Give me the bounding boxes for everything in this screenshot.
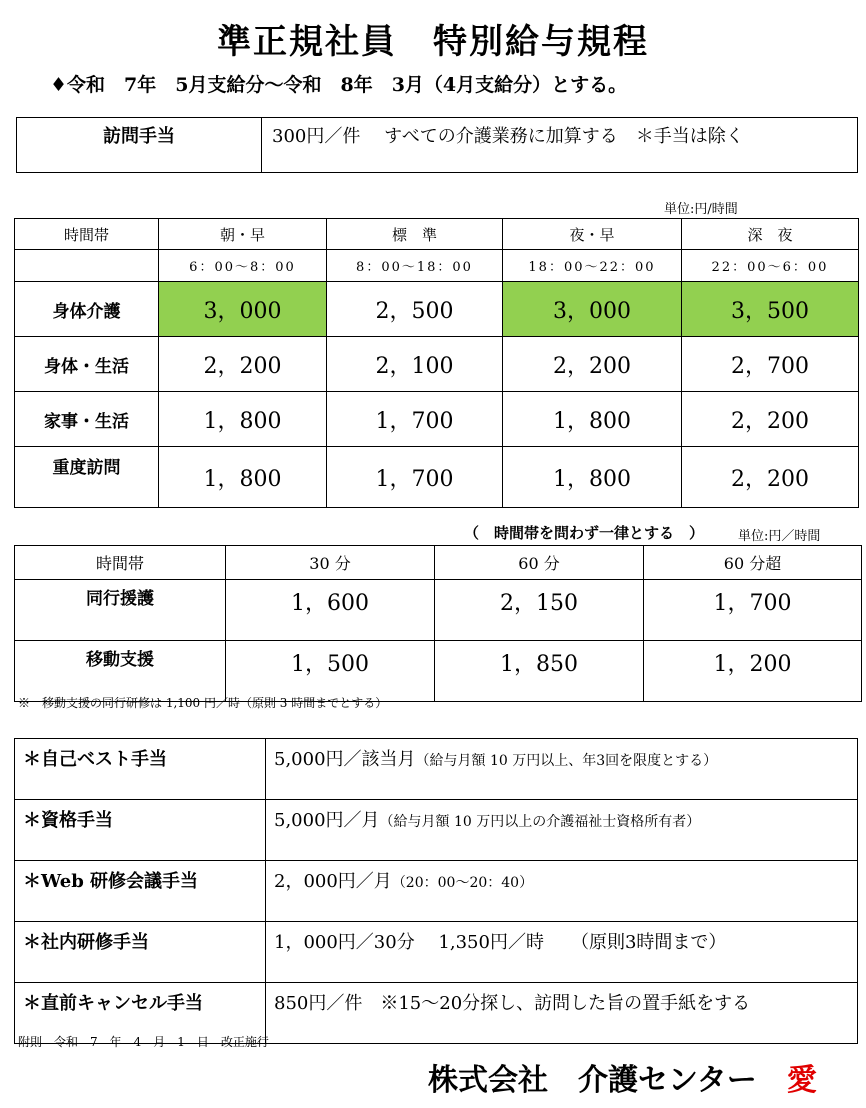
allowance-detail: （20：00～20：40） (391, 875, 534, 891)
supplementary-provision: 附則 令和 7 年 4 月 1 日 改正施行 (18, 1035, 269, 1049)
rate-cell: 1，700 (644, 580, 862, 641)
row-label: 身体介護 (15, 282, 159, 337)
column-time: 6：00～8：00 (159, 250, 327, 282)
rate-cell: 1，600 (226, 580, 435, 641)
period-subtitle: ♦令和 7年 5月支給分～令和 8年 3月（4月支給分）とする。 (50, 74, 628, 96)
allowance-value (266, 922, 858, 983)
rate-cell: 2，200 (503, 337, 682, 392)
flat-rate-table (14, 545, 862, 702)
table-row (15, 580, 862, 641)
visit-allowance-label: 訪問手当 (17, 118, 262, 173)
rate-cell: 1，700 (327, 392, 503, 447)
rate-cell: 1，500 (226, 641, 435, 702)
allowance-label: ＊Web 研修会議手当 (15, 861, 266, 922)
row-label: 同行援護 (15, 580, 226, 641)
allowance-table (14, 738, 858, 1044)
column-name: 60 分超 (644, 546, 862, 580)
company-name (428, 1055, 817, 1099)
table-row (15, 282, 859, 337)
visit-allowance-value: 300円／件 すべての介護業務に加算する ＊手当は除く (262, 118, 858, 173)
header-label: 時間帯 (15, 546, 226, 580)
table-row (15, 739, 858, 800)
column-time: 22：00～6：00 (682, 250, 859, 282)
allowance-value (266, 800, 858, 861)
rate-cell: 3，000 (503, 282, 682, 337)
rate-cell: 1，700 (327, 447, 503, 508)
rate-cell: 2，100 (327, 337, 503, 392)
company-name-text: 株式会社 介護センター (428, 1063, 757, 1098)
allowance-value (266, 739, 858, 800)
rate-cell: 2，150 (435, 580, 644, 641)
empty-cell (15, 250, 159, 282)
rate-cell: 2，500 (327, 282, 503, 337)
row-label: 重度訪問 (15, 447, 159, 508)
allowance-value (266, 861, 858, 922)
rate-cell: 3，500 (682, 282, 859, 337)
company-mark: 愛 (786, 1063, 817, 1098)
row-label: 移動支援 (15, 641, 226, 702)
page-title: 準正規社員 特別給与規程 (217, 22, 649, 62)
rate-cell: 2，700 (682, 337, 859, 392)
allowance-label: ＊自己ベスト手当 (15, 739, 266, 800)
table-row (15, 861, 858, 922)
allowance-amount: 5,000円／月 (274, 810, 380, 831)
allowance-value (266, 983, 858, 1044)
rate-cell: 1，800 (503, 447, 682, 508)
rate-cell: 2，200 (159, 337, 327, 392)
column-name: 深 夜 (682, 219, 859, 250)
allowance-detail: （給与月額 10 万円以上、年3回を限度とする） (415, 753, 718, 769)
allowance-amount: 850円／件 ※15～20分探し、訪問した旨の置手紙をする (274, 993, 751, 1014)
header-label: 時間帯 (15, 219, 159, 250)
training-note: ※ 移動支援の同行研修は 1,100 円／時（原則 3 時間までとする） (18, 696, 388, 710)
allowance-detail: （給与月額 10 万円以上の介護福祉士資格所有者） (379, 814, 701, 830)
table1-unit: 単位:円/時間 (664, 202, 738, 217)
table-row (15, 337, 859, 392)
table2-unit: 単位:円／時間 (738, 529, 821, 544)
table-row (15, 800, 858, 861)
column-name: 標 準 (327, 219, 503, 250)
allowance-label: ＊資格手当 (15, 800, 266, 861)
allowance-amount: 2，000円／月 (274, 871, 392, 892)
table-row (15, 447, 859, 508)
table-row (15, 641, 862, 702)
rate-cell: 1，800 (159, 447, 327, 508)
rate-cell: 1，800 (503, 392, 682, 447)
rate-cell: 1，850 (435, 641, 644, 702)
table-row (15, 922, 858, 983)
rate-cell: 2，200 (682, 447, 859, 508)
column-name: 朝・早 (159, 219, 327, 250)
column-time: 8：00～18：00 (327, 250, 503, 282)
visit-allowance-table (16, 117, 858, 173)
column-name: 30 分 (226, 546, 435, 580)
rate-cell: 1，800 (159, 392, 327, 447)
allowance-amount: 5,000円／該当月 (274, 749, 416, 770)
rate-cell: 2，200 (682, 392, 859, 447)
rate-cell: 3，000 (159, 282, 327, 337)
table-row (15, 392, 859, 447)
allowance-amount: 1，000円／30分 1,350円／時 （原則3時間まで） (274, 932, 727, 953)
column-name: 60 分 (435, 546, 644, 580)
allowance-label: ＊社内研修手当 (15, 922, 266, 983)
table2-note: （ 時間帯を問わず一律とする ） (464, 524, 705, 542)
hourly-rate-table (14, 218, 859, 508)
column-name: 夜・早 (503, 219, 682, 250)
column-time: 18：00～22：00 (503, 250, 682, 282)
row-label: 身体・生活 (15, 337, 159, 392)
allowance-label: ＊直前キャンセル手当 (15, 983, 266, 1044)
row-label: 家事・生活 (15, 392, 159, 447)
rate-cell: 1，200 (644, 641, 862, 702)
